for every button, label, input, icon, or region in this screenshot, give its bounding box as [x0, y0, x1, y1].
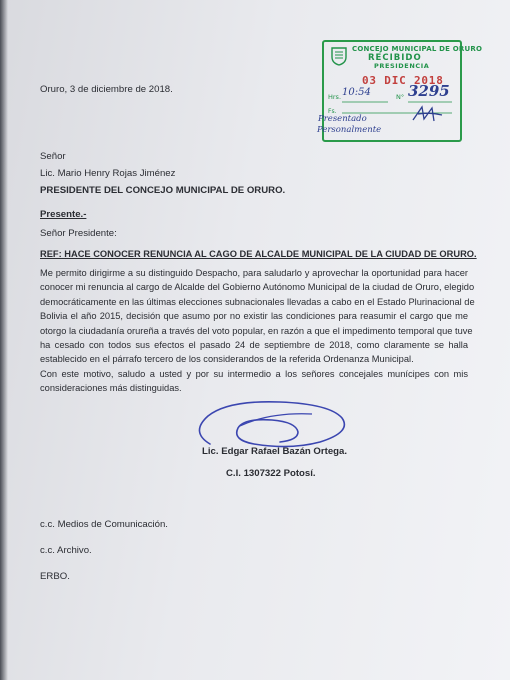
stamp-office: PRESIDENCIA — [374, 62, 430, 70]
body-line: conocer mi renuncia al cargo de Alcalde del Gobierno Autónomo Municipal de la ciudad de Oruro, elegido — [40, 282, 475, 293]
body-line: Con este motivo, saludo a usted y por su intermedio a los señores concejales munícipes con mis — [40, 369, 468, 379]
stamp-hours-label: Hrs. — [328, 93, 342, 101]
municipal-seal-icon — [330, 46, 348, 66]
body-line: ha cesado con todos sus efectos el pasado 24 de septiembre de 2018, como claramente se halla — [40, 340, 468, 351]
initials: ERBO. — [40, 571, 70, 582]
stamp-number-label: N° — [396, 93, 405, 101]
place-date: Oruro, 3 de diciembre de 2018. — [40, 84, 173, 95]
stamp-number-value: 3295 — [408, 82, 450, 100]
reference-line: REF: HACE CONOCER RENUNCIA AL CAGO DE ALCALDE MUNICIPAL DE LA CIUDAD DE ORURO. — [40, 249, 477, 259]
cc-archive: c.c. Archivo. — [40, 545, 92, 556]
recipient-name: Lic. Mario Henry Rojas Jiménez — [40, 168, 176, 179]
stamp-note-personally: Personalmente — [317, 125, 382, 135]
greeting: Señor Presidente: — [40, 228, 117, 239]
stamp-note-presented: Presentado — [318, 114, 367, 124]
stamp-received: RECIBIDO — [368, 53, 422, 63]
body-line: consideraciones más distinguidas. — [40, 383, 182, 394]
stamp-hours-value: 10:54 — [342, 87, 371, 98]
body-line: Bolivia el año 2015, decisión que asumo por no existir las condiciones para reasumir el cargo que me — [40, 311, 468, 322]
stamp-pages-label: Fs. — [328, 108, 337, 115]
cc-media: c.c. Medios de Comunicación. — [40, 519, 168, 530]
body-line: democráticamente en las últimas elecciones subnacionales llevadas a cabo en el Estado Plurinacional de — [40, 296, 475, 307]
signer-id: C.I. 1307322 Potosí. — [226, 468, 316, 479]
body-line: establecido en el párrafo tercero de los considerandos de la referida Ordenanza Municipal. — [40, 354, 414, 365]
stamp-date: 03 DIC 2018 — [362, 74, 444, 87]
page-edge-shadow — [0, 0, 8, 680]
recipient-title: PRESIDENTE DEL CONCEJO MUNICIPAL DE ORURO. — [40, 185, 286, 196]
body-line: otorgo la ciudadanía orureña a través del voto popular, en razón a que el impedimento temporal que tuve — [40, 325, 473, 336]
presente-line: Presente.- — [40, 209, 87, 220]
signer-name: Lic. Edgar Rafael Bazán Ortega. — [202, 446, 348, 457]
body-paragraph-1 — [40, 266, 475, 367]
salutation: Señor — [40, 151, 66, 162]
body-line: Me permito dirigirme a su distinguido Despacho, para saludarlo y aprovechar la oportunidad para hacer — [40, 268, 468, 278]
stamp-institution: CONCEJO MUNICIPAL DE ORURO — [352, 45, 483, 53]
stamp-initials-scribble — [410, 104, 444, 124]
